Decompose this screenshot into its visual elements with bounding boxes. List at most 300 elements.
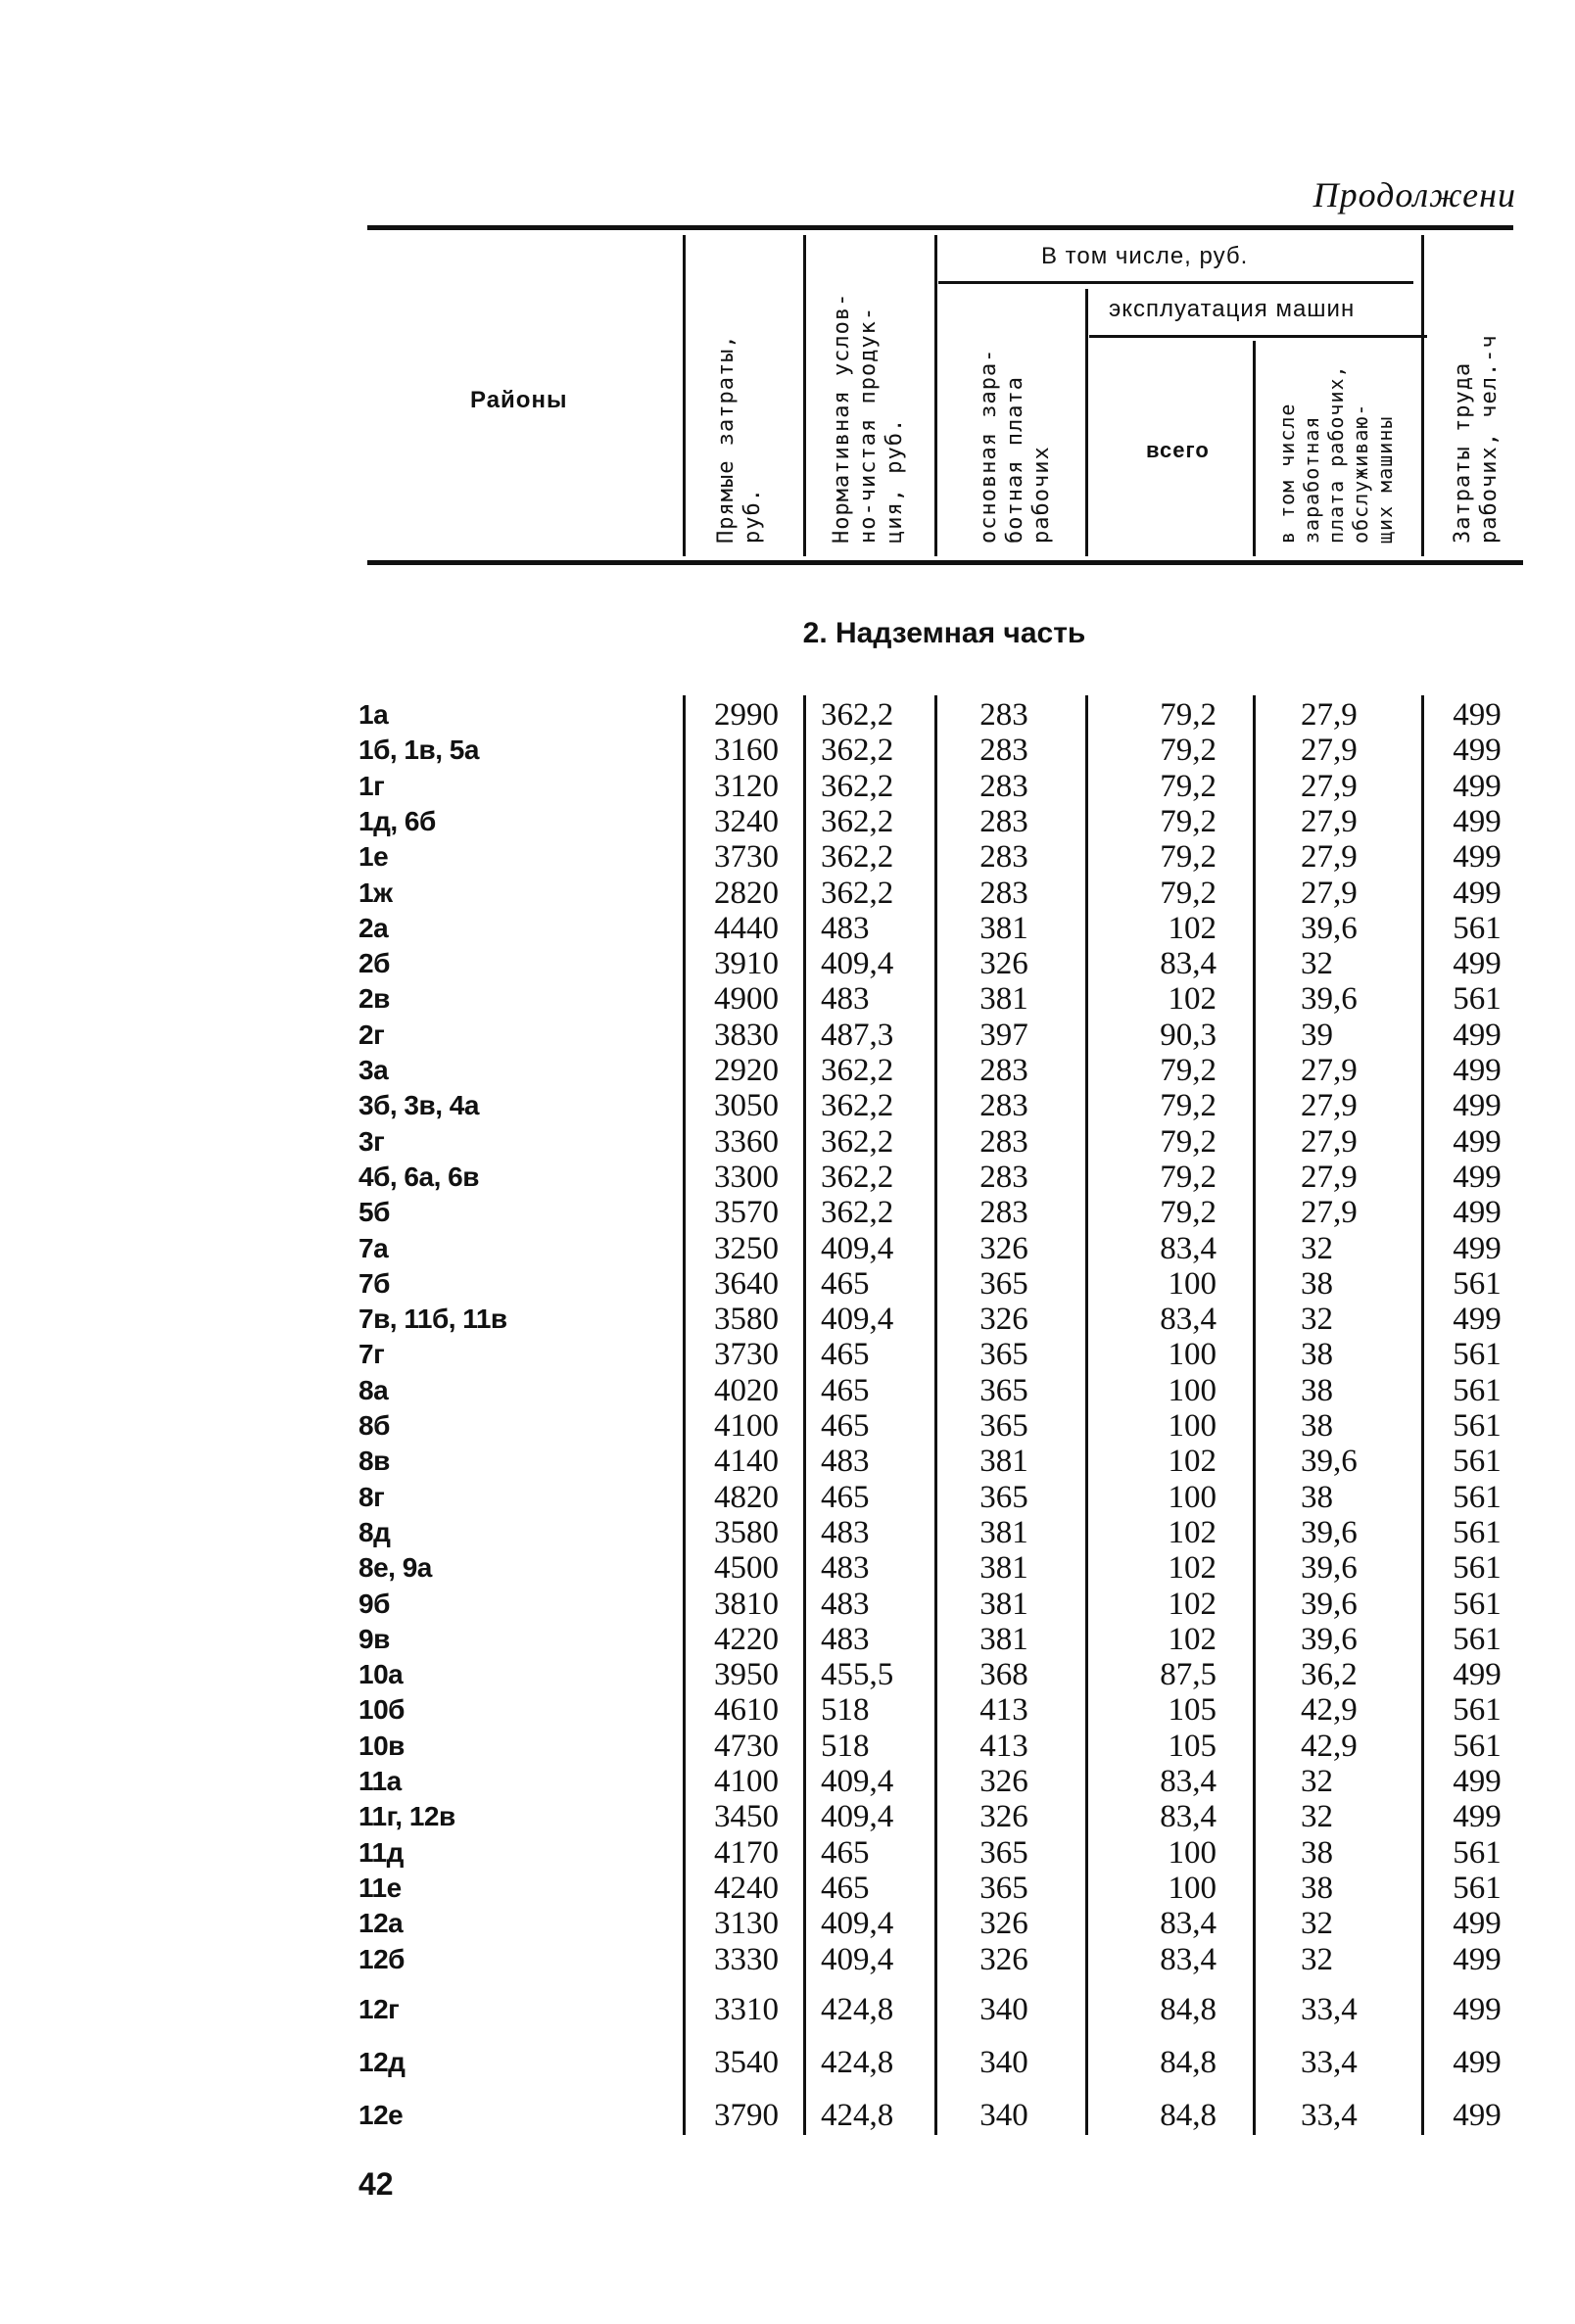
normative-production-cell: 483 (821, 1550, 870, 1587)
header-line: руб. (740, 488, 765, 544)
district-cell: 10б (358, 1694, 405, 1726)
machine-wage-cell: 38 (1301, 1870, 1333, 1906)
section-title: 2. Надземная часть (802, 617, 1086, 649)
header-districts: Районы (470, 387, 568, 413)
normative-production-cell: 362,2 (821, 1159, 894, 1195)
base-wage-cell: 381 (979, 1621, 1028, 1657)
normative-production-cell: 465 (821, 1265, 870, 1302)
direct-costs-cell: 3580 (714, 1514, 779, 1550)
header-base-wage (976, 313, 1055, 544)
direct-costs-cell: 3250 (714, 1230, 779, 1266)
machine-total-cell: 102 (1168, 1550, 1217, 1587)
normative-production-cell: 362,2 (821, 768, 894, 804)
base-wage-cell: 381 (979, 981, 1028, 1018)
direct-costs-cell: 3160 (714, 733, 779, 769)
labor-costs-cell: 499 (1453, 1230, 1502, 1266)
labor-costs-cell: 561 (1453, 910, 1502, 946)
base-wage-cell: 283 (979, 1088, 1028, 1124)
header-machine-operation: эксплуатация машин (1109, 296, 1356, 322)
base-wage-cell: 340 (979, 2045, 1028, 2080)
labor-costs-cell: 561 (1453, 981, 1502, 1018)
base-wage-cell: 365 (979, 1834, 1028, 1871)
machine-wage-cell: 27,9 (1301, 1195, 1358, 1231)
machine-wage-cell: 38 (1301, 1408, 1333, 1444)
district-cell: 7в, 11б, 11в (358, 1304, 507, 1335)
base-wage-cell: 381 (979, 1586, 1028, 1622)
machine-total-cell: 100 (1168, 1372, 1217, 1408)
district-cell: 2а (358, 912, 389, 943)
table-row (0, 1799, 1575, 1834)
normative-production-cell: 465 (821, 1337, 870, 1373)
machine-wage-cell: 32 (1301, 1799, 1333, 1835)
labor-costs-cell: 561 (1453, 1479, 1502, 1515)
direct-costs-cell: 2820 (714, 875, 779, 911)
table-row (0, 1088, 1575, 1123)
normative-production-cell: 362,2 (821, 1053, 894, 1088)
direct-costs-cell: 4100 (714, 1408, 779, 1444)
table-row (0, 1835, 1575, 1871)
base-wage-cell: 365 (979, 1408, 1028, 1444)
machine-wage-cell: 36,2 (1301, 1657, 1358, 1693)
machine-wage-cell: 33,4 (1301, 1992, 1358, 2027)
labor-costs-cell: 499 (1453, 733, 1502, 769)
direct-costs-cell: 3130 (714, 1906, 779, 1942)
machine-wage-cell: 27,9 (1301, 1123, 1358, 1160)
district-cell: 7б (358, 1267, 390, 1299)
header-line: плата рабочих, (1324, 364, 1348, 544)
base-wage-cell: 326 (979, 946, 1028, 982)
normative-production-cell: 455,5 (821, 1657, 894, 1693)
labor-costs-cell: 499 (1453, 1053, 1502, 1088)
base-wage-cell: 397 (979, 1017, 1028, 1053)
labor-costs-cell: 499 (1453, 1123, 1502, 1160)
base-wage-cell: 283 (979, 733, 1028, 769)
table-row (0, 1515, 1575, 1550)
machine-wage-cell: 27,9 (1301, 733, 1358, 769)
labor-costs-cell: 499 (1453, 2045, 1502, 2080)
labor-costs-cell: 561 (1453, 1692, 1502, 1729)
machine-total-cell: 100 (1168, 1265, 1217, 1302)
normative-production-cell: 465 (821, 1372, 870, 1408)
machine-wage-cell: 39,6 (1301, 910, 1358, 946)
table-row (0, 1480, 1575, 1515)
normative-production-cell: 483 (821, 1586, 870, 1622)
header-divider (1253, 341, 1256, 556)
district-cell: 1е (358, 841, 389, 873)
table-row (0, 1871, 1575, 1906)
machine-total-cell: 84,8 (1160, 2045, 1217, 2080)
machine-total-cell: 83,4 (1160, 1302, 1217, 1338)
base-wage-cell: 283 (979, 1123, 1028, 1160)
direct-costs-cell: 4610 (714, 1692, 779, 1729)
labor-costs-cell: 499 (1453, 946, 1502, 982)
table-row (0, 804, 1575, 839)
normative-production-cell: 424,8 (821, 2045, 894, 2080)
direct-costs-cell: 4440 (714, 910, 779, 946)
machine-wage-cell: 27,9 (1301, 803, 1358, 839)
header-line: обслуживаю- (1349, 403, 1372, 544)
direct-costs-cell: 4020 (714, 1372, 779, 1408)
table-row (0, 733, 1575, 768)
base-wage-cell: 340 (979, 2098, 1028, 2133)
labor-costs-cell: 499 (1453, 1017, 1502, 1053)
direct-costs-cell: 3730 (714, 839, 779, 876)
direct-costs-cell: 3730 (714, 1337, 779, 1373)
header-line: щих машины (1373, 415, 1397, 544)
district-cell: 8д (358, 1516, 391, 1547)
machine-wage-cell: 39,6 (1301, 1444, 1358, 1480)
machine-wage-cell: 27,9 (1301, 697, 1358, 733)
direct-costs-cell: 4220 (714, 1621, 779, 1657)
labor-costs-cell: 561 (1453, 1265, 1502, 1302)
direct-costs-cell: 3810 (714, 1586, 779, 1622)
district-cell: 10а (358, 1659, 404, 1690)
table-row (0, 1160, 1575, 1195)
machine-wage-cell: 33,4 (1301, 2098, 1358, 2133)
base-wage-cell: 381 (979, 910, 1028, 946)
machine-total-cell: 79,2 (1160, 1123, 1217, 1160)
direct-costs-cell: 3540 (714, 2045, 779, 2080)
table-row (0, 2098, 1575, 2133)
machine-total-cell: 79,2 (1160, 1053, 1217, 1088)
machine-total-cell: 102 (1168, 1621, 1217, 1657)
labor-costs-cell: 499 (1453, 875, 1502, 911)
machine-total-cell: 100 (1168, 1870, 1217, 1906)
machine-total-cell: 79,2 (1160, 1195, 1217, 1231)
machine-total-cell: 79,2 (1160, 1159, 1217, 1195)
normative-production-cell: 518 (821, 1692, 870, 1729)
direct-costs-cell: 3360 (714, 1123, 779, 1160)
direct-costs-cell: 4240 (714, 1870, 779, 1906)
labor-costs-cell: 561 (1453, 1444, 1502, 1480)
table-row (0, 769, 1575, 804)
machine-total-cell: 83,4 (1160, 946, 1217, 982)
table-row (0, 1764, 1575, 1799)
normative-production-cell: 518 (821, 1728, 870, 1764)
labor-costs-cell: 499 (1453, 2098, 1502, 2133)
direct-costs-cell: 3050 (714, 1088, 779, 1124)
district-cell: 12г (358, 1994, 400, 2024)
table-row (0, 1550, 1575, 1586)
table-row (0, 1906, 1575, 1941)
direct-costs-cell: 3570 (714, 1195, 779, 1231)
machine-total-cell: 100 (1168, 1479, 1217, 1515)
direct-costs-cell: 4900 (714, 981, 779, 1018)
direct-costs-cell: 3330 (714, 1941, 779, 1977)
base-wage-cell: 340 (979, 1992, 1028, 2027)
district-cell: 1ж (358, 877, 393, 908)
table-row (0, 839, 1575, 875)
table-row (0, 1266, 1575, 1302)
district-cell: 1д, 6б (358, 805, 436, 836)
normative-production-cell: 465 (821, 1408, 870, 1444)
machine-total-cell: 100 (1168, 1834, 1217, 1871)
labor-costs-cell: 499 (1453, 1799, 1502, 1835)
direct-costs-cell: 3450 (714, 1799, 779, 1835)
labor-costs-cell: 499 (1453, 1906, 1502, 1942)
table-row (0, 1053, 1575, 1088)
header-line: ция, руб. (883, 417, 907, 544)
district-cell: 5б (358, 1197, 390, 1228)
machine-wage-cell: 39,6 (1301, 1621, 1358, 1657)
machines-rule (1089, 335, 1427, 338)
machine-total-cell: 79,2 (1160, 803, 1217, 839)
normative-production-cell: 362,2 (821, 733, 894, 769)
district-cell: 10в (358, 1730, 405, 1761)
machine-wage-cell: 33,4 (1301, 2045, 1358, 2080)
table-row (0, 946, 1575, 981)
machine-wage-cell: 38 (1301, 1834, 1333, 1871)
machine-total-cell: 87,5 (1160, 1657, 1217, 1693)
machine-wage-cell: 32 (1301, 1764, 1333, 1799)
direct-costs-cell: 2920 (714, 1053, 779, 1088)
machine-total-cell: 83,4 (1160, 1799, 1217, 1835)
table-row (0, 1729, 1575, 1764)
labor-costs-cell: 499 (1453, 839, 1502, 876)
header-divider (683, 235, 686, 556)
normative-production-cell: 465 (821, 1479, 870, 1515)
header-bottom-rule (367, 560, 1523, 565)
machine-wage-cell: 39,6 (1301, 1514, 1358, 1550)
district-cell: 2в (358, 983, 390, 1015)
district-cell: 1г (358, 770, 385, 801)
base-wage-cell: 283 (979, 875, 1028, 911)
district-cell: 1б, 1в, 5а (358, 735, 479, 766)
base-wage-cell: 283 (979, 839, 1028, 876)
machine-wage-cell: 27,9 (1301, 839, 1358, 876)
base-wage-cell: 283 (979, 1159, 1028, 1195)
machine-total-cell: 83,4 (1160, 1230, 1217, 1266)
header-line: в том числе (1275, 403, 1299, 544)
header-line: Затраты труда (1451, 361, 1475, 544)
table-row (0, 1444, 1575, 1479)
direct-costs-cell: 4170 (714, 1834, 779, 1871)
table-row (0, 1692, 1575, 1728)
district-cell: 11е (358, 1872, 402, 1903)
normative-production-cell: 409,4 (821, 1941, 894, 1977)
machine-wage-cell: 27,9 (1301, 768, 1358, 804)
labor-costs-cell: 499 (1453, 697, 1502, 733)
labor-costs-cell: 561 (1453, 1621, 1502, 1657)
direct-costs-cell: 3580 (714, 1302, 779, 1338)
header-line: рабочих (1029, 446, 1054, 544)
district-cell: 11а (358, 1766, 402, 1796)
direct-costs-cell: 2990 (714, 697, 779, 733)
normative-production-cell: 362,2 (821, 1088, 894, 1124)
machine-total-cell: 79,2 (1160, 839, 1217, 876)
header-divider (803, 235, 806, 556)
machine-wage-cell: 32 (1301, 946, 1333, 982)
district-cell: 2г (358, 1019, 385, 1050)
district-cell: 3г (358, 1125, 385, 1157)
district-cell: 4б, 6а, 6в (358, 1161, 479, 1192)
district-cell: 12д (358, 2047, 406, 2077)
header-line: рабочих, чел.-ч (1477, 334, 1502, 544)
direct-costs-cell: 3790 (714, 2098, 779, 2133)
base-wage-cell: 365 (979, 1265, 1028, 1302)
machine-total-cell: 84,8 (1160, 2098, 1217, 2133)
district-cell: 12а (358, 1908, 404, 1939)
base-wage-cell: 381 (979, 1444, 1028, 1480)
normative-production-cell: 465 (821, 1834, 870, 1871)
district-cell: 8г (358, 1481, 385, 1512)
machine-wage-cell: 42,9 (1301, 1692, 1358, 1729)
table-row (0, 1337, 1575, 1372)
district-cell: 12б (358, 1943, 405, 1974)
base-wage-cell: 326 (979, 1906, 1028, 1942)
labor-costs-cell: 561 (1453, 1550, 1502, 1587)
district-cell: 11г, 12в (358, 1801, 455, 1832)
labor-costs-cell: 499 (1453, 1302, 1502, 1338)
header-line: Прямые затраты, (714, 334, 739, 544)
normative-production-cell: 409,4 (821, 1906, 894, 1942)
normative-production-cell: 483 (821, 910, 870, 946)
header-line: основная зара- (977, 348, 1001, 544)
header-including-wage (1275, 353, 1398, 544)
header-line: Нормативная услов- (830, 292, 854, 544)
machine-wage-cell: 32 (1301, 1906, 1333, 1942)
direct-costs-cell: 3120 (714, 768, 779, 804)
direct-costs-cell: 3830 (714, 1017, 779, 1053)
machine-total-cell: 83,4 (1160, 1941, 1217, 1977)
table-row (0, 1195, 1575, 1230)
table-row (0, 1622, 1575, 1657)
district-cell: 8в (358, 1446, 390, 1477)
normative-production-cell: 465 (821, 1870, 870, 1906)
direct-costs-cell: 3950 (714, 1657, 779, 1693)
machine-total-cell: 79,2 (1160, 875, 1217, 911)
district-cell: 1а (358, 699, 389, 730)
normative-production-cell: 409,4 (821, 1302, 894, 1338)
machine-wage-cell: 38 (1301, 1479, 1333, 1515)
table-row (0, 1302, 1575, 1337)
machine-total-cell: 79,2 (1160, 697, 1217, 733)
machine-wage-cell: 42,9 (1301, 1728, 1358, 1764)
normative-production-cell: 424,8 (821, 2098, 894, 2133)
district-cell: 9б (358, 1588, 390, 1619)
normative-production-cell: 483 (821, 1514, 870, 1550)
table-row (0, 1018, 1575, 1053)
table-row (0, 1657, 1575, 1692)
machine-wage-cell: 38 (1301, 1265, 1333, 1302)
base-wage-cell: 326 (979, 1764, 1028, 1799)
direct-costs-cell: 3640 (714, 1265, 779, 1302)
labor-costs-cell: 499 (1453, 1657, 1502, 1693)
labor-costs-cell: 499 (1453, 768, 1502, 804)
table-row (0, 1942, 1575, 1977)
header-line: заработная (1300, 415, 1323, 544)
base-wage-cell: 283 (979, 697, 1028, 733)
table-row (0, 1587, 1575, 1622)
labor-costs-cell: 499 (1453, 1764, 1502, 1799)
normative-production-cell: 409,4 (821, 946, 894, 982)
district-cell: 9в (358, 1623, 390, 1654)
machine-total-cell: 102 (1168, 910, 1217, 946)
table-row (0, 876, 1575, 911)
normative-production-cell: 487,3 (821, 1017, 894, 1053)
labor-costs-cell: 561 (1453, 1408, 1502, 1444)
continuation-label: Продолжени (1312, 175, 1516, 214)
machine-wage-cell: 39,6 (1301, 981, 1358, 1018)
machine-total-cell: 83,4 (1160, 1906, 1217, 1942)
base-wage-cell: 365 (979, 1870, 1028, 1906)
base-wage-cell: 326 (979, 1230, 1028, 1266)
normative-production-cell: 362,2 (821, 697, 894, 733)
table-row (0, 911, 1575, 946)
machine-wage-cell: 38 (1301, 1337, 1333, 1373)
base-wage-cell: 365 (979, 1337, 1028, 1373)
machine-total-cell: 102 (1168, 1586, 1217, 1622)
machine-total-cell: 102 (1168, 1444, 1217, 1480)
normative-production-cell: 362,2 (821, 839, 894, 876)
header-line: но-чистая продук- (856, 306, 881, 544)
direct-costs-cell: 4100 (714, 1764, 779, 1799)
base-wage-cell: 413 (979, 1728, 1028, 1764)
district-cell: 3б, 3в, 4а (358, 1090, 479, 1121)
table-row (0, 697, 1575, 733)
machine-wage-cell: 39 (1301, 1017, 1333, 1053)
machine-wage-cell: 38 (1301, 1372, 1333, 1408)
district-cell: 3а (358, 1055, 389, 1085)
base-wage-cell: 368 (979, 1657, 1028, 1693)
machine-total-cell: 100 (1168, 1408, 1217, 1444)
labor-costs-cell: 561 (1453, 1870, 1502, 1906)
labor-costs-cell: 561 (1453, 1372, 1502, 1408)
machine-total-cell: 102 (1168, 1514, 1217, 1550)
district-cell: 7г (358, 1339, 385, 1370)
machine-wage-cell: 27,9 (1301, 1088, 1358, 1124)
table-row (0, 1373, 1575, 1408)
labor-costs-cell: 499 (1453, 803, 1502, 839)
machine-total-cell: 79,2 (1160, 768, 1217, 804)
labor-costs-cell: 499 (1453, 1992, 1502, 2027)
machine-total-cell: 105 (1168, 1692, 1217, 1729)
base-wage-cell: 326 (979, 1302, 1028, 1338)
labor-costs-cell: 561 (1453, 1728, 1502, 1764)
district-cell: 8а (358, 1374, 389, 1405)
direct-costs-cell: 3300 (714, 1159, 779, 1195)
machine-wage-cell: 27,9 (1301, 875, 1358, 911)
header-labor-costs (1450, 313, 1503, 544)
machine-wage-cell: 27,9 (1301, 1053, 1358, 1088)
normative-production-cell: 409,4 (821, 1799, 894, 1835)
labor-costs-cell: 561 (1453, 1834, 1502, 1871)
base-wage-cell: 365 (979, 1372, 1028, 1408)
table-row (0, 2045, 1575, 2080)
labor-costs-cell: 561 (1453, 1514, 1502, 1550)
normative-production-cell: 424,8 (821, 1992, 894, 2027)
machine-total-cell: 84,8 (1160, 1992, 1217, 2027)
district-cell: 12е (358, 2100, 404, 2130)
machine-wage-cell: 32 (1301, 1230, 1333, 1266)
header-divider (1421, 235, 1424, 556)
labor-costs-cell: 561 (1453, 1586, 1502, 1622)
machine-total-cell: 90,3 (1160, 1017, 1217, 1053)
machine-wage-cell: 39,6 (1301, 1550, 1358, 1587)
labor-costs-cell: 499 (1453, 1159, 1502, 1195)
base-wage-cell: 326 (979, 1799, 1028, 1835)
direct-costs-cell: 4140 (714, 1444, 779, 1480)
labor-costs-cell: 561 (1453, 1337, 1502, 1373)
header-including-rub: В том числе, руб. (1041, 243, 1249, 269)
machine-total-cell: 102 (1168, 981, 1217, 1018)
top-rule (367, 225, 1513, 230)
district-cell: 8б (358, 1410, 390, 1441)
machine-total-cell: 100 (1168, 1337, 1217, 1373)
normative-production-cell: 362,2 (821, 803, 894, 839)
normative-production-cell: 362,2 (821, 1195, 894, 1231)
machine-total-cell: 105 (1168, 1728, 1217, 1764)
